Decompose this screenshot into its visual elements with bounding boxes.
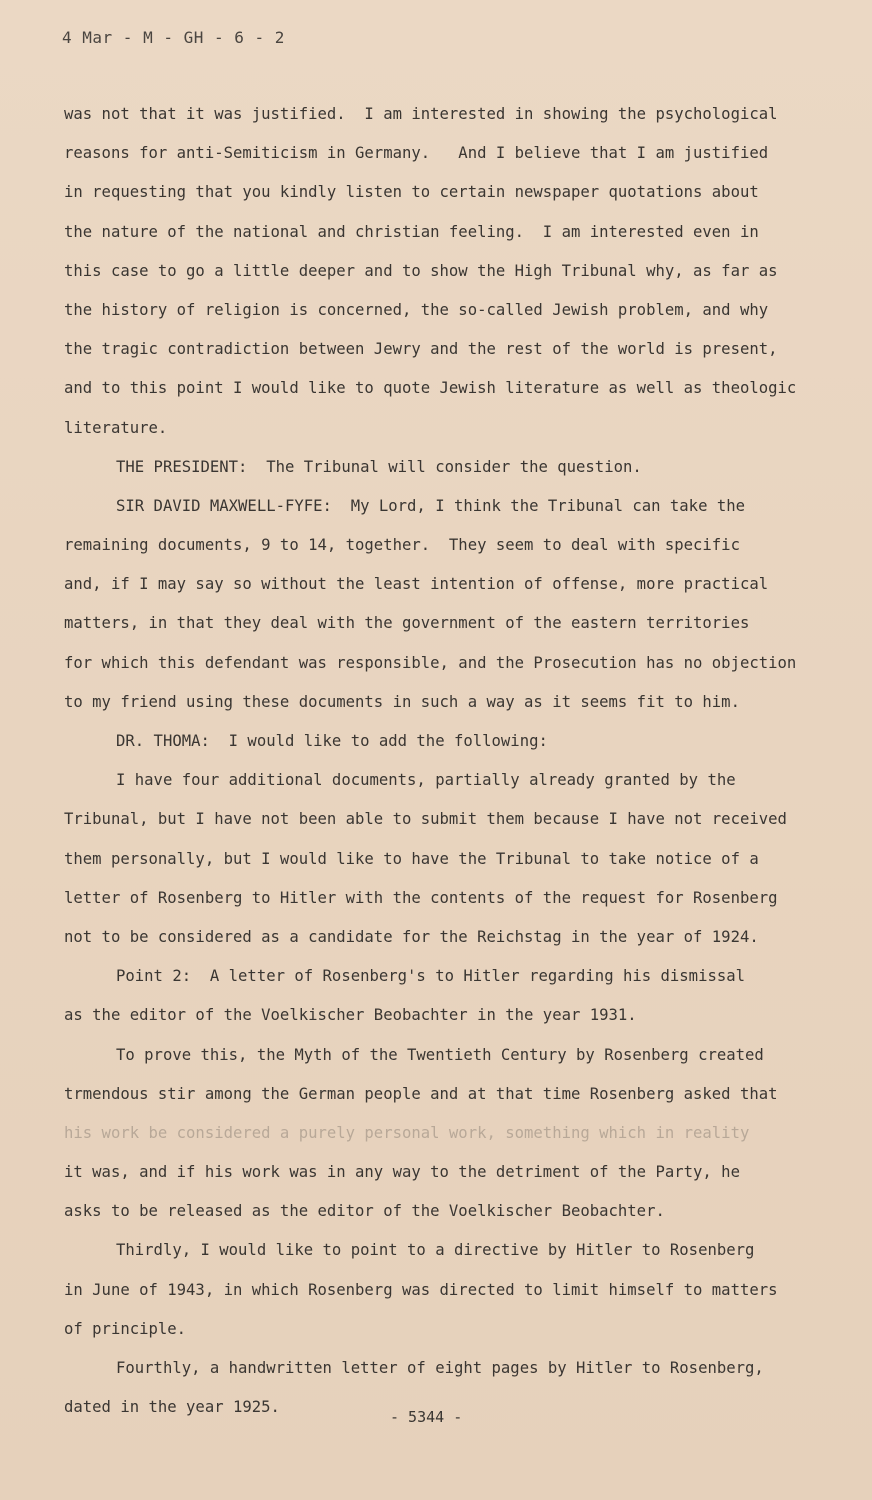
- paragraph-start: To prove this, the Myth of the Twentieth Century by Rosenberg created: [116, 1045, 764, 1064]
- text-line: for which this defendant was responsible, and the Prosecution has no objection: [64, 653, 797, 672]
- text-line: the tragic contradiction between Jewry and the rest of the world is present,: [64, 340, 778, 359]
- text-line: the history of religion is concerned, the so-called Jewish problem, and why: [64, 300, 769, 319]
- faded-text-line: his work be considered a purely personal work, something which in reality: [64, 1123, 750, 1142]
- text-line: literature.: [64, 418, 168, 437]
- text-line: dated in the year 1925.: [64, 1398, 280, 1417]
- text-line: Tribunal, but I have not been able to submit them because I have not received: [64, 810, 787, 829]
- text-line: remaining documents, 9 to 14, together. They seem to deal with specific: [64, 536, 740, 555]
- page-number: - 5344 -: [390, 1408, 463, 1426]
- text-line: in June of 1943, in which Rosenberg was directed to limit himself to matters: [64, 1280, 778, 1299]
- document-body: [64, 95, 824, 1427]
- text-line: to my friend using these documents in such a way as it seems fit to him.: [64, 692, 740, 711]
- paragraph-start: Point 2: A letter of Rosenberg's to Hitler regarding his dismissal: [116, 967, 746, 986]
- paragraph-start: Fourthly, a handwritten letter of eight pages by Hitler to Rosenberg,: [116, 1359, 764, 1377]
- speaker-line: DR. THOMA: I would like to add the following:: [116, 732, 548, 750]
- text-line: asks to be released as the editor of the Voelkischer Beobachter.: [64, 1202, 665, 1221]
- text-line: it was, and if his work was in any way to the detriment of the Party, he: [64, 1163, 740, 1182]
- text-line: and, if I may say so without the least intention of offense, more practical: [64, 575, 769, 594]
- text-line: in requesting that you kindly listen to certain newspaper quotations about: [64, 183, 759, 202]
- speaker-line: THE PRESIDENT: The Tribunal will consider the question.: [116, 457, 642, 476]
- text-line: reasons for anti-Semiticism in Germany. And I believe that I am justified: [64, 144, 769, 163]
- text-line: trmendous stir among the German people and at that time Rosenberg asked that: [64, 1084, 778, 1103]
- text-line: them personally, but I would like to have the Tribunal to take notice of a: [64, 849, 759, 868]
- text-line: of principle.: [64, 1319, 187, 1338]
- document-reference: 4 Mar - M - GH - 6 - 2: [62, 28, 285, 47]
- speaker-line: SIR DAVID MAXWELL-FYFE: My Lord, I think the Tribunal can take the: [116, 496, 746, 515]
- text-line: as the editor of the Voelkischer Beobachter in the year 1931.: [64, 1006, 637, 1025]
- text-line: letter of Rosenberg to Hitler with the contents of the request for Rosenberg: [64, 888, 778, 907]
- text-line: not to be considered as a candidate for the Reichstag in the year of 1924.: [64, 927, 759, 946]
- paragraph-start: Thirdly, I would like to point to a directive by Hitler to Rosenberg: [116, 1241, 755, 1260]
- text-line: and to this point I would like to quote Jewish literature as well as theologic: [64, 379, 797, 398]
- text-line: this case to go a little deeper and to show the High Tribunal why, as far as: [64, 261, 778, 280]
- text-line: was not that it was justified. I am interested in showing the psychological: [64, 105, 778, 123]
- text-line: the nature of the national and christian feeling. I am interested even in: [64, 222, 759, 241]
- text-line: matters, in that they deal with the government of the eastern territories: [64, 614, 750, 633]
- paragraph-start: I have four additional documents, partially already granted by the: [116, 771, 736, 790]
